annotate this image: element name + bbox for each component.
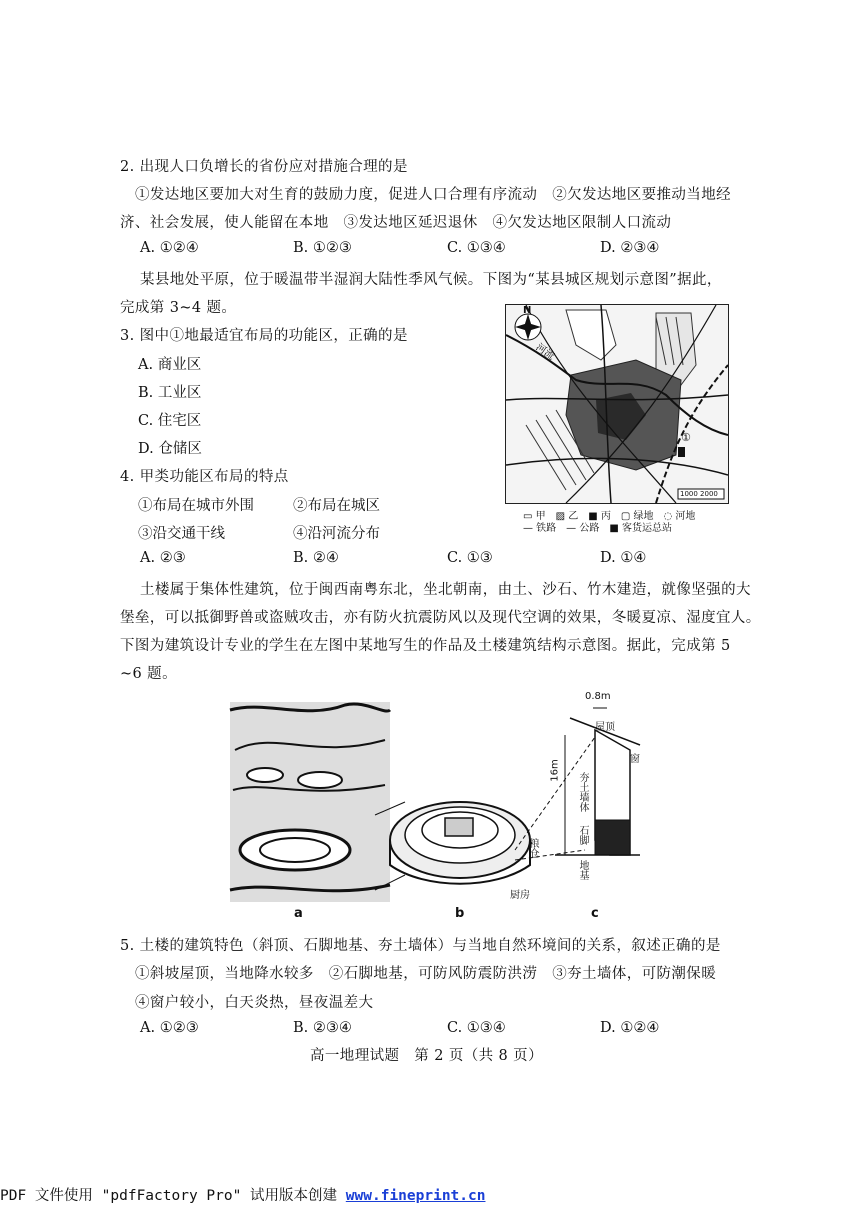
page-footer: 高一地理试题 第 2 页（共 8 页） [310,1048,543,1064]
stone-label: 石脚 [577,825,588,845]
q4-choice-4: ④沿河流分布 [293,526,380,542]
q2-line1: ①发达地区要加大对生育的鼓励力度，促进人口合理有序流动 ②欠发达地区要推动当地经 [135,187,731,203]
dim-height-label: 16m [549,759,561,782]
q3-option-b: B. 工业区 [138,385,202,401]
compass-label: N [523,305,532,316]
q3-option-d: D. 仓储区 [138,441,202,457]
pdf-watermark [0,1184,485,1205]
sketch-b [390,802,530,884]
q4-choice-1: ①布局在城市外围 [138,498,254,514]
city-planning-map [505,304,729,504]
q5-option-c: C. ①③④ [447,1020,506,1036]
q5-line1: ①斜坡屋顶，当地降水较多 ②石脚地基，可防风防震防洪涝 ③夯土墙体，可防潮保暖 [135,966,717,982]
intro2-line2: 堡垒，可以抵御野兽或盗贼攻击，亦有防火抗震防风以及现代空调的效果，冬暖夏凉、湿度宜人。 [120,610,761,626]
q4-stem: 4. 甲类功能区布局的特点 [120,469,289,485]
intro1-line1: 某县地处平原，位于暖温带半湿润大陆性季风气候。下图为“某县城区规划示意图”据此， [140,272,722,288]
q4-choice-3: ③沿交通干线 [138,526,225,542]
q2-line2: 济、社会发展，使人能留在本地 ③发达地区延迟退休 ④欠发达地区限制人口流动 [120,215,672,231]
q5-option-d: D. ①②④ [600,1020,660,1036]
q3-option-a: A. 商业区 [138,357,202,373]
kitchen-label: 厨房 [510,890,530,901]
map-legend-row1: ▭ 甲 ▨ 乙 ■ 丙 ▢ 绿地 ◌ 河地 [523,511,696,522]
scale-label: 1000 2000 [680,490,718,498]
intro2-line1: 土楼属于集体性建筑，位于闽西南粤东北，坐北朝南，由土、沙石、竹木建造，就像坚强的大 [140,582,751,598]
q4-option-a: A. ②③ [140,550,186,566]
q2-option-b: B. ①②③ [293,240,352,256]
q2-option-c: C. ①③④ [447,240,506,256]
dim-top-label: 0.8m [585,691,611,702]
map-legend-row2: — 铁路 — 公路 ■ 客货运总站 [523,523,672,534]
intro2-line3: 下图为建筑设计专业的学生在左图中某地写生的作品及土楼建筑结构示意图。据此，完成第 5 [120,638,731,654]
wall-label: 夯土墙体 [577,772,588,812]
sketch-a [230,702,390,902]
figure-label-c: c [591,906,599,921]
tulou-figure [225,690,645,922]
intro1-line2: 完成第 3~4 题。 [120,300,237,316]
q2-option-a: A. ①②④ [140,240,199,256]
q4-choice-2: ②布局在城区 [293,498,380,514]
granary-label: 粮仓 [527,838,538,858]
q5-stem: 5. 土楼的建筑特色（斜顶、石脚地基、夯土墙体）与当地自然环境间的关系，叙述正确的是 [120,938,721,954]
window-label: 窗 [630,754,640,765]
figure-label-b: b [455,906,465,921]
figure-label-a: a [294,906,303,921]
q2-option-d: D. ②③④ [600,240,660,256]
pdf-watermark-text: PDF 文件使用 "pdfFactory Pro" 试用版本创建 [0,1188,346,1204]
q4-option-d: D. ①④ [600,550,647,566]
q4-option-c: C. ①③ [447,550,493,566]
foundation-label: 地基 [577,860,588,880]
map-drawing [506,305,728,503]
q3-stem: 3. 图中①地最适宜布局的功能区，正确的是 [120,328,408,344]
roof-label: 屋顶 [595,722,615,733]
q5-option-a: A. ①②③ [140,1020,199,1036]
site-marker-1: ① [681,431,691,444]
river-label: 河流 [533,341,557,363]
q3-option-c: C. 住宅区 [138,413,202,429]
intro2-line4: ~6 题。 [120,666,177,682]
q5-option-b: B. ②③④ [293,1020,352,1036]
q4-option-b: B. ②④ [293,550,339,566]
q2-stem: 2. 出现人口负增长的省份应对措施合理的是 [120,159,408,175]
q5-line2: ④窗户较小，白天炎热，昼夜温差大 [135,995,374,1011]
fineprint-link[interactable]: www.fineprint.cn [345,1188,486,1204]
